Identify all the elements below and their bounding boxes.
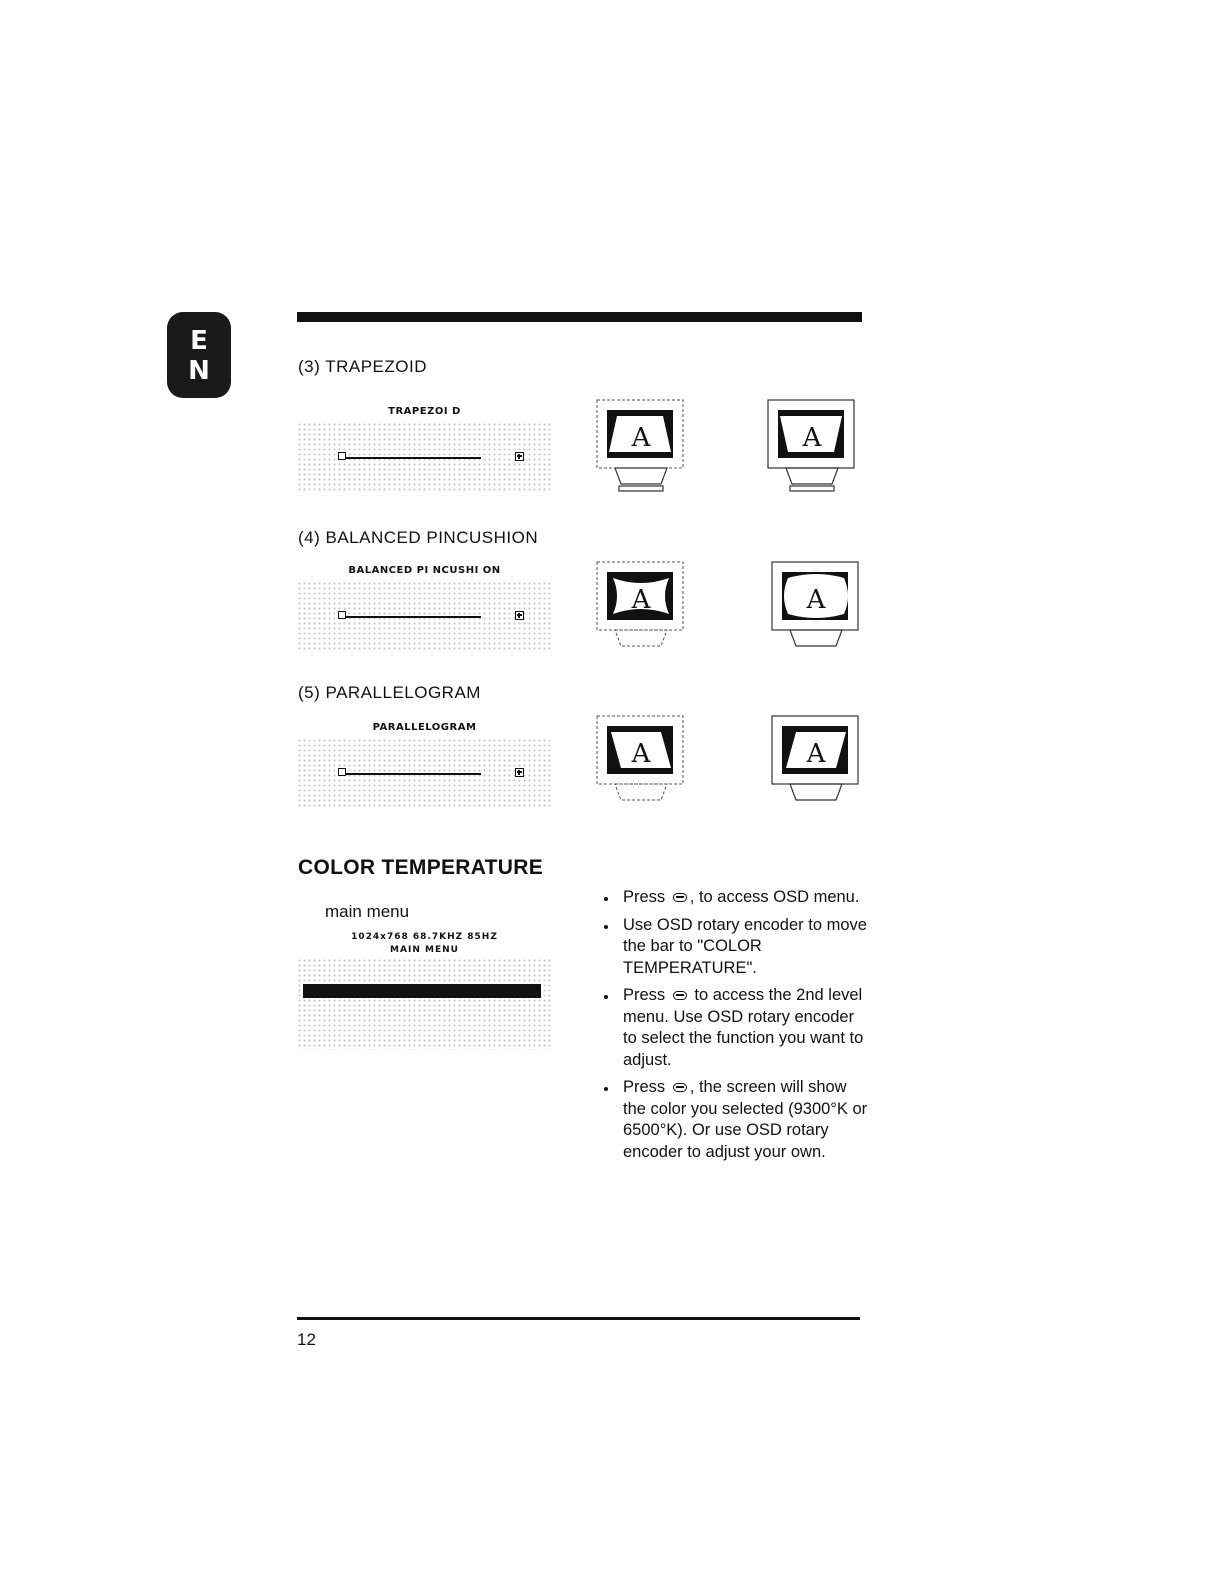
pincushion-monitor-before [595, 558, 687, 658]
osd-button-icon [673, 893, 687, 902]
slider-minus-icon [338, 452, 346, 460]
pincushion-osd-title: BALANCED PI NCUSHI ON [348, 565, 501, 576]
bottom-rule [297, 1317, 860, 1320]
parallelogram-monitor-before [595, 712, 687, 812]
instruction-text: , to access OSD menu. [689, 888, 860, 906]
trapezoid-monitor-before [595, 396, 687, 496]
adjust-slider-track [343, 616, 481, 618]
monitor-letter: A [631, 739, 651, 769]
slider-plus-icon [515, 452, 524, 461]
instruction-item [604, 887, 872, 909]
language-tab [167, 312, 231, 398]
instruction-text: Press [623, 1078, 666, 1096]
top-rule [297, 312, 862, 322]
osd-button-icon [673, 991, 687, 1000]
osd-resolution-readout: 1024x768 68.7KHZ 85HZ [351, 932, 498, 942]
pincushion-heading: (4) BALANCED PINCUSHION [298, 528, 539, 547]
slider-minus-icon [338, 768, 346, 776]
slider-plus-icon [515, 611, 524, 620]
osd-main-menu-title: MAIN MENU [390, 945, 459, 955]
monitor-letter: A [802, 423, 822, 453]
instruction-text: Press [623, 888, 666, 906]
trapezoid-osd-title: TRAPEZOI D [388, 406, 461, 417]
osd-selection-bar [303, 984, 541, 998]
instruction-item [604, 1077, 872, 1163]
instruction-list [604, 887, 872, 1169]
parallelogram-osd [297, 722, 552, 808]
trapezoid-monitor-after [766, 396, 858, 496]
slider-plus-icon [515, 768, 524, 777]
adjust-slider-track [343, 773, 481, 775]
pincushion-monitor-after [770, 558, 862, 658]
parallelogram-monitor-after [770, 712, 862, 812]
trapezoid-osd [297, 406, 552, 492]
monitor-letter: A [631, 423, 651, 453]
parallelogram-osd-title: PARALLELOGRAM [372, 722, 477, 733]
page-number: 12 [297, 1330, 316, 1349]
monitor-letter: A [806, 739, 826, 769]
instruction-item [604, 985, 872, 1071]
osd-dot-background [297, 958, 552, 1050]
monitor-letter: A [631, 585, 651, 615]
instruction-text: to access the 2nd level menu. Use OSD rotary encoder to select the function you want to adjust. [623, 986, 864, 1069]
adjust-slider-track [343, 457, 481, 459]
parallelogram-heading: (5) PARALLELOGRAM [298, 683, 481, 702]
color-temperature-heading: COLOR TEMPERATURE [298, 856, 544, 879]
language-letter-e: E [190, 326, 208, 356]
monitor-letter: A [806, 585, 826, 615]
instruction-item [604, 915, 872, 980]
instruction-text: , the screen will show the color you selected (9300°K or 6500°K). Or use OSD rotary encoder to adjust your own. [623, 1078, 868, 1161]
osd-button-icon [673, 1083, 687, 1092]
language-letter-n: N [188, 356, 210, 386]
trapezoid-heading: (3) TRAPEZOID [298, 357, 427, 376]
slider-minus-icon [338, 611, 346, 619]
instruction-text: Use OSD rotary encoder to move the bar to "COLOR TEMPERATURE". [623, 915, 867, 977]
instruction-text: Press [623, 986, 666, 1004]
pincushion-osd [297, 565, 552, 651]
main-menu-label: main menu [325, 902, 410, 921]
main-menu-osd [297, 932, 552, 1062]
